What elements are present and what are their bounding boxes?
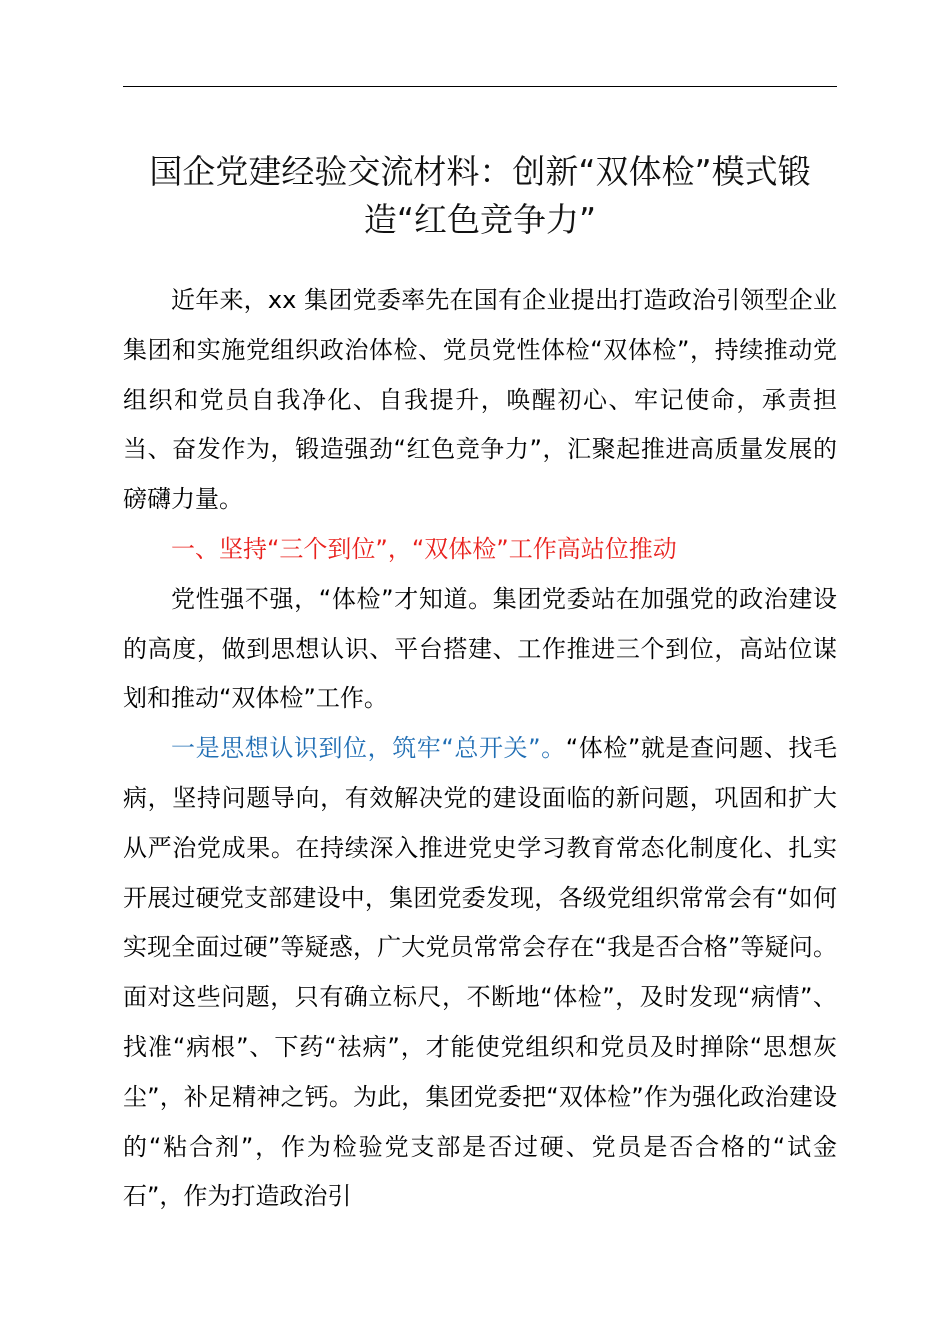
- document-body: [123, 276, 837, 1222]
- point-paragraph: [123, 724, 837, 1222]
- section-paragraph: 党性强不强，“体检”才知道。集团党委站在加强党的政治建设的高度，做到思想认识、平台搭建、工作推进三个到位，高站位谋划和推动“双体检”工作。: [123, 584, 837, 713]
- point-text: “体检”就是查问题、找毛病，坚持问题导向，有效解决党的建设面临的新问题，巩固和扩大从严治党成果。在持续深入推进党史学习教育常态化制度化、扎实开展过硬党支部建设中，集团党委发现，各级党组织常常会有“如何实现全面过硬”等疑惑，广大党员常常会存在“我是否合格”等疑问。面对这些问题，只有确立标尺，不断地“体检”，及时发现“病情”、找准“病根”、下药“祛病”，才能使党组织和党员及时掸除“思想灰尘”，补足精神之钙。为此，集团党委把“双体检”作为强化政治建设的“粘合剂”，作为检验党支部是否过硬、党员是否合格的“试金石”，作为打造政治引: [123, 734, 837, 1211]
- intro-paragraph: 近年来，xx 集团党委率先在国有企业提出打造政治引领型企业集团和实施党组织政治体检、党员党性体检“双体检”，持续推动党组织和党员自我净化、自我提升，唤醒初心、牢记使命，承责担当、奋发作为，锻造强劲“红色竞争力”，汇聚起推进高质量发展的磅礴力量。: [123, 286, 837, 514]
- section-heading: 一、坚持“三个到位”，“双体检”工作高站位推动: [171, 534, 677, 563]
- point-lead: 一是思想认识到位，筑牢“总开关”。: [171, 734, 566, 763]
- document-title: 国企党建经验交流材料：创新“双体检”模式锻造“红色竞争力”: [149, 152, 811, 239]
- header-rule: [123, 86, 837, 87]
